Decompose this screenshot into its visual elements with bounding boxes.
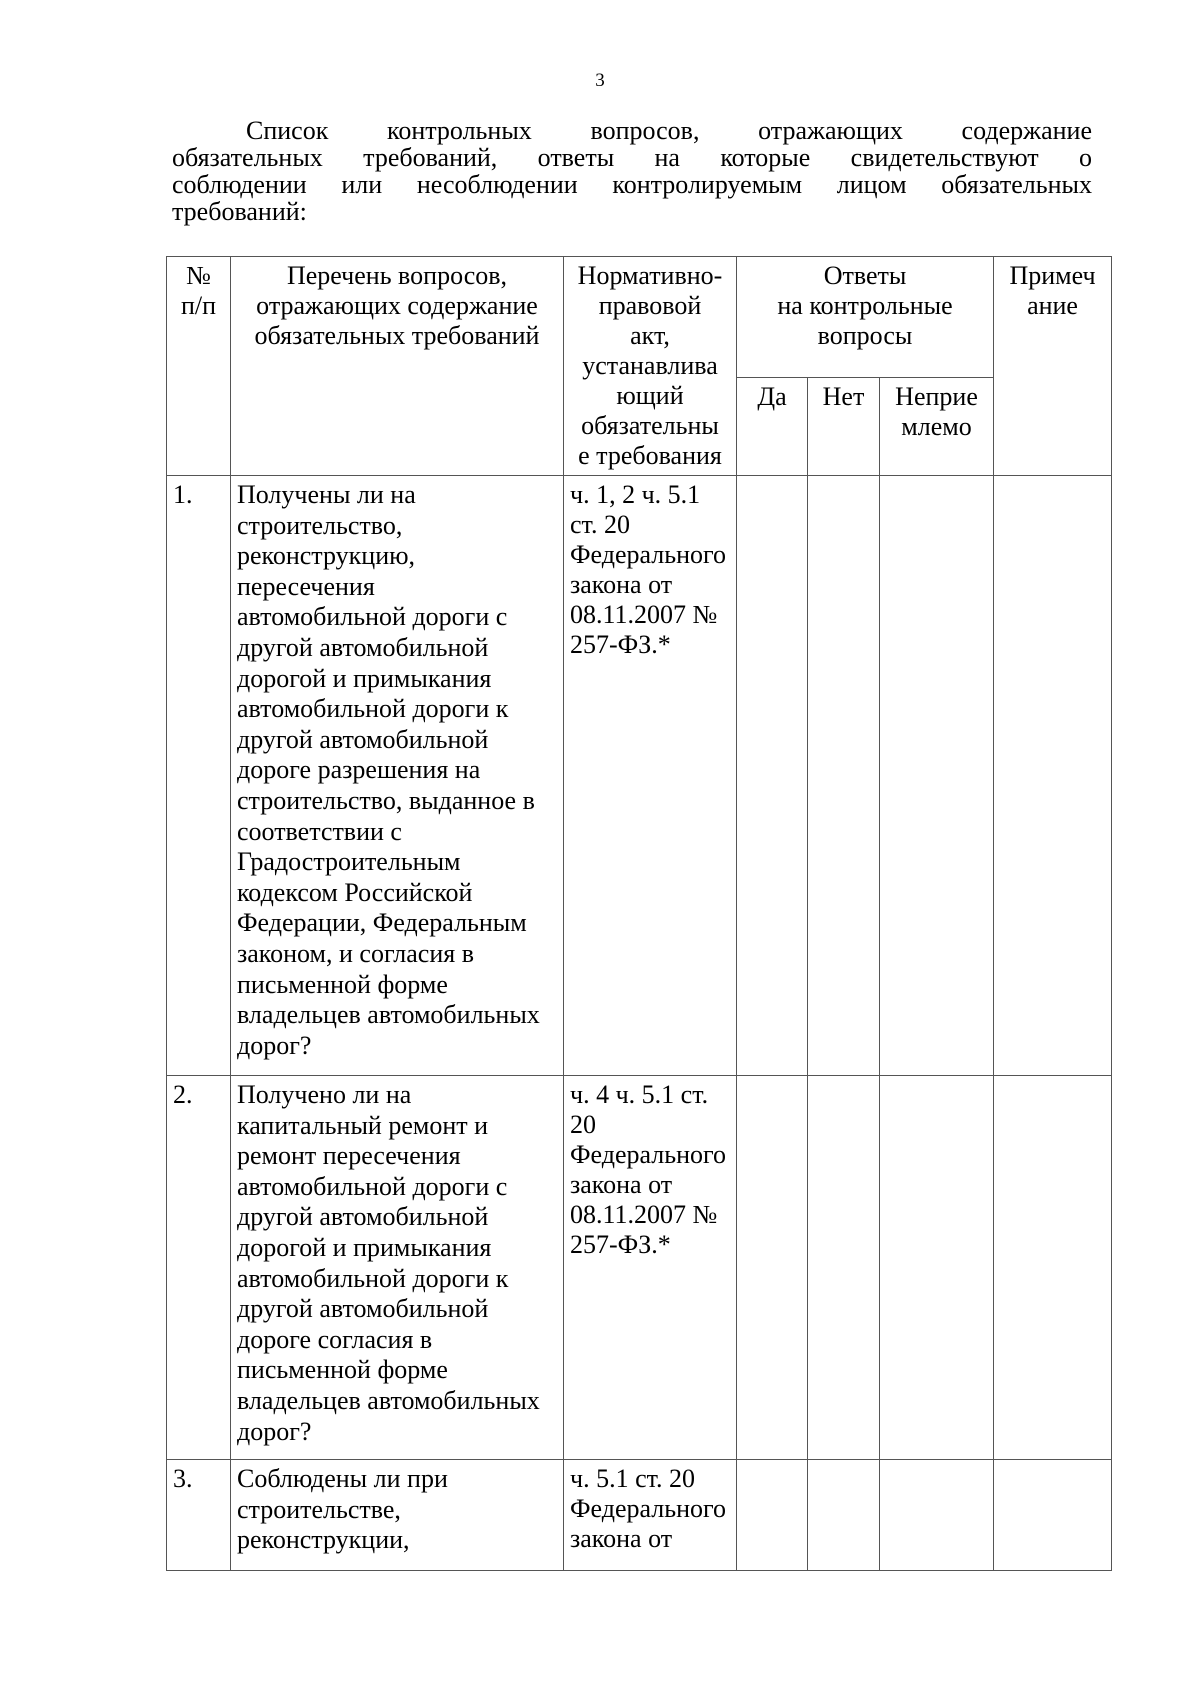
answer-na-cell[interactable] [880,1076,994,1460]
note-cell[interactable] [994,1460,1112,1571]
row-question: Соблюдены ли при строительстве, реконструкции, [231,1460,564,1571]
row-num: 2. [167,1076,231,1460]
page-number: 3 [595,70,605,91]
answer-yes-cell[interactable] [737,476,808,1076]
answer-no-cell[interactable] [808,476,880,1076]
header-yes: Да [737,378,808,476]
answer-yes-cell[interactable] [737,1460,808,1571]
intro-line-2: обязательных требований, ответы на которые свидетельствуют о [172,143,1092,172]
intro-line-4: требований: [172,197,307,226]
row-question: Получены ли на строительство, реконструкцию, пересечения автомобильной дороги с другой автомобильной дорогой и примыкания автомобильной дороги к другой автомобильной дороге разрешения на строительство, выданное в соответствии с Градостроительным кодексом Российской Федерации, Федеральным законом, и согласия в письменной форме владельцев автомобильных дорог? [231,476,564,1076]
intro-line-1: Список контрольных вопросов, отражающих содержание [246,116,1092,145]
header-note: Примеч ание [994,257,1112,476]
answer-no-cell[interactable] [808,1460,880,1571]
answer-no-cell[interactable] [808,1076,880,1460]
checklist-table [166,256,1112,1571]
row-act: ч. 4 ч. 5.1 ст. 20 Федерального закона от 08.11.2007 № 257-ФЗ.* [564,1076,737,1460]
intro-paragraph [172,117,1092,225]
intro-line-3: соблюдении или несоблюдении контролируемым лицом обязательных [172,170,1092,199]
row-act: ч. 5.1 ст. 20 Федерального закона от [564,1460,737,1571]
table-row [167,1460,1112,1571]
answer-yes-cell[interactable] [737,1076,808,1460]
header-questions: Перечень вопросов, отражающих содержание обязательных требований [231,257,564,476]
table-row [167,476,1112,1076]
answer-na-cell[interactable] [880,1460,994,1571]
header-act: Нормативно- правовой акт, устанавлива ющий обязательны е требования [564,257,737,476]
table-row [167,1076,1112,1460]
header-row-1 [167,257,1112,378]
row-num: 1. [167,476,231,1076]
header-na: Неприе млемо [880,378,994,476]
row-act: ч. 1, 2 ч. 5.1 ст. 20 Федерального закона от 08.11.2007 № 257-ФЗ.* [564,476,737,1076]
row-question: Получено ли на капитальный ремонт и ремонт пересечения автомобильной дороги с другой автомобильной дорогой и примыкания автомобильной дороги к другой автомобильной дороге согласия в письменной форме владельцев автомобильных дорог? [231,1076,564,1460]
row-num: 3. [167,1460,231,1571]
note-cell[interactable] [994,476,1112,1076]
header-no: Нет [808,378,880,476]
note-cell[interactable] [994,1076,1112,1460]
answer-na-cell[interactable] [880,476,994,1076]
header-answers: Ответы на контрольные вопросы [737,257,994,378]
header-num: № п/п [167,257,231,476]
